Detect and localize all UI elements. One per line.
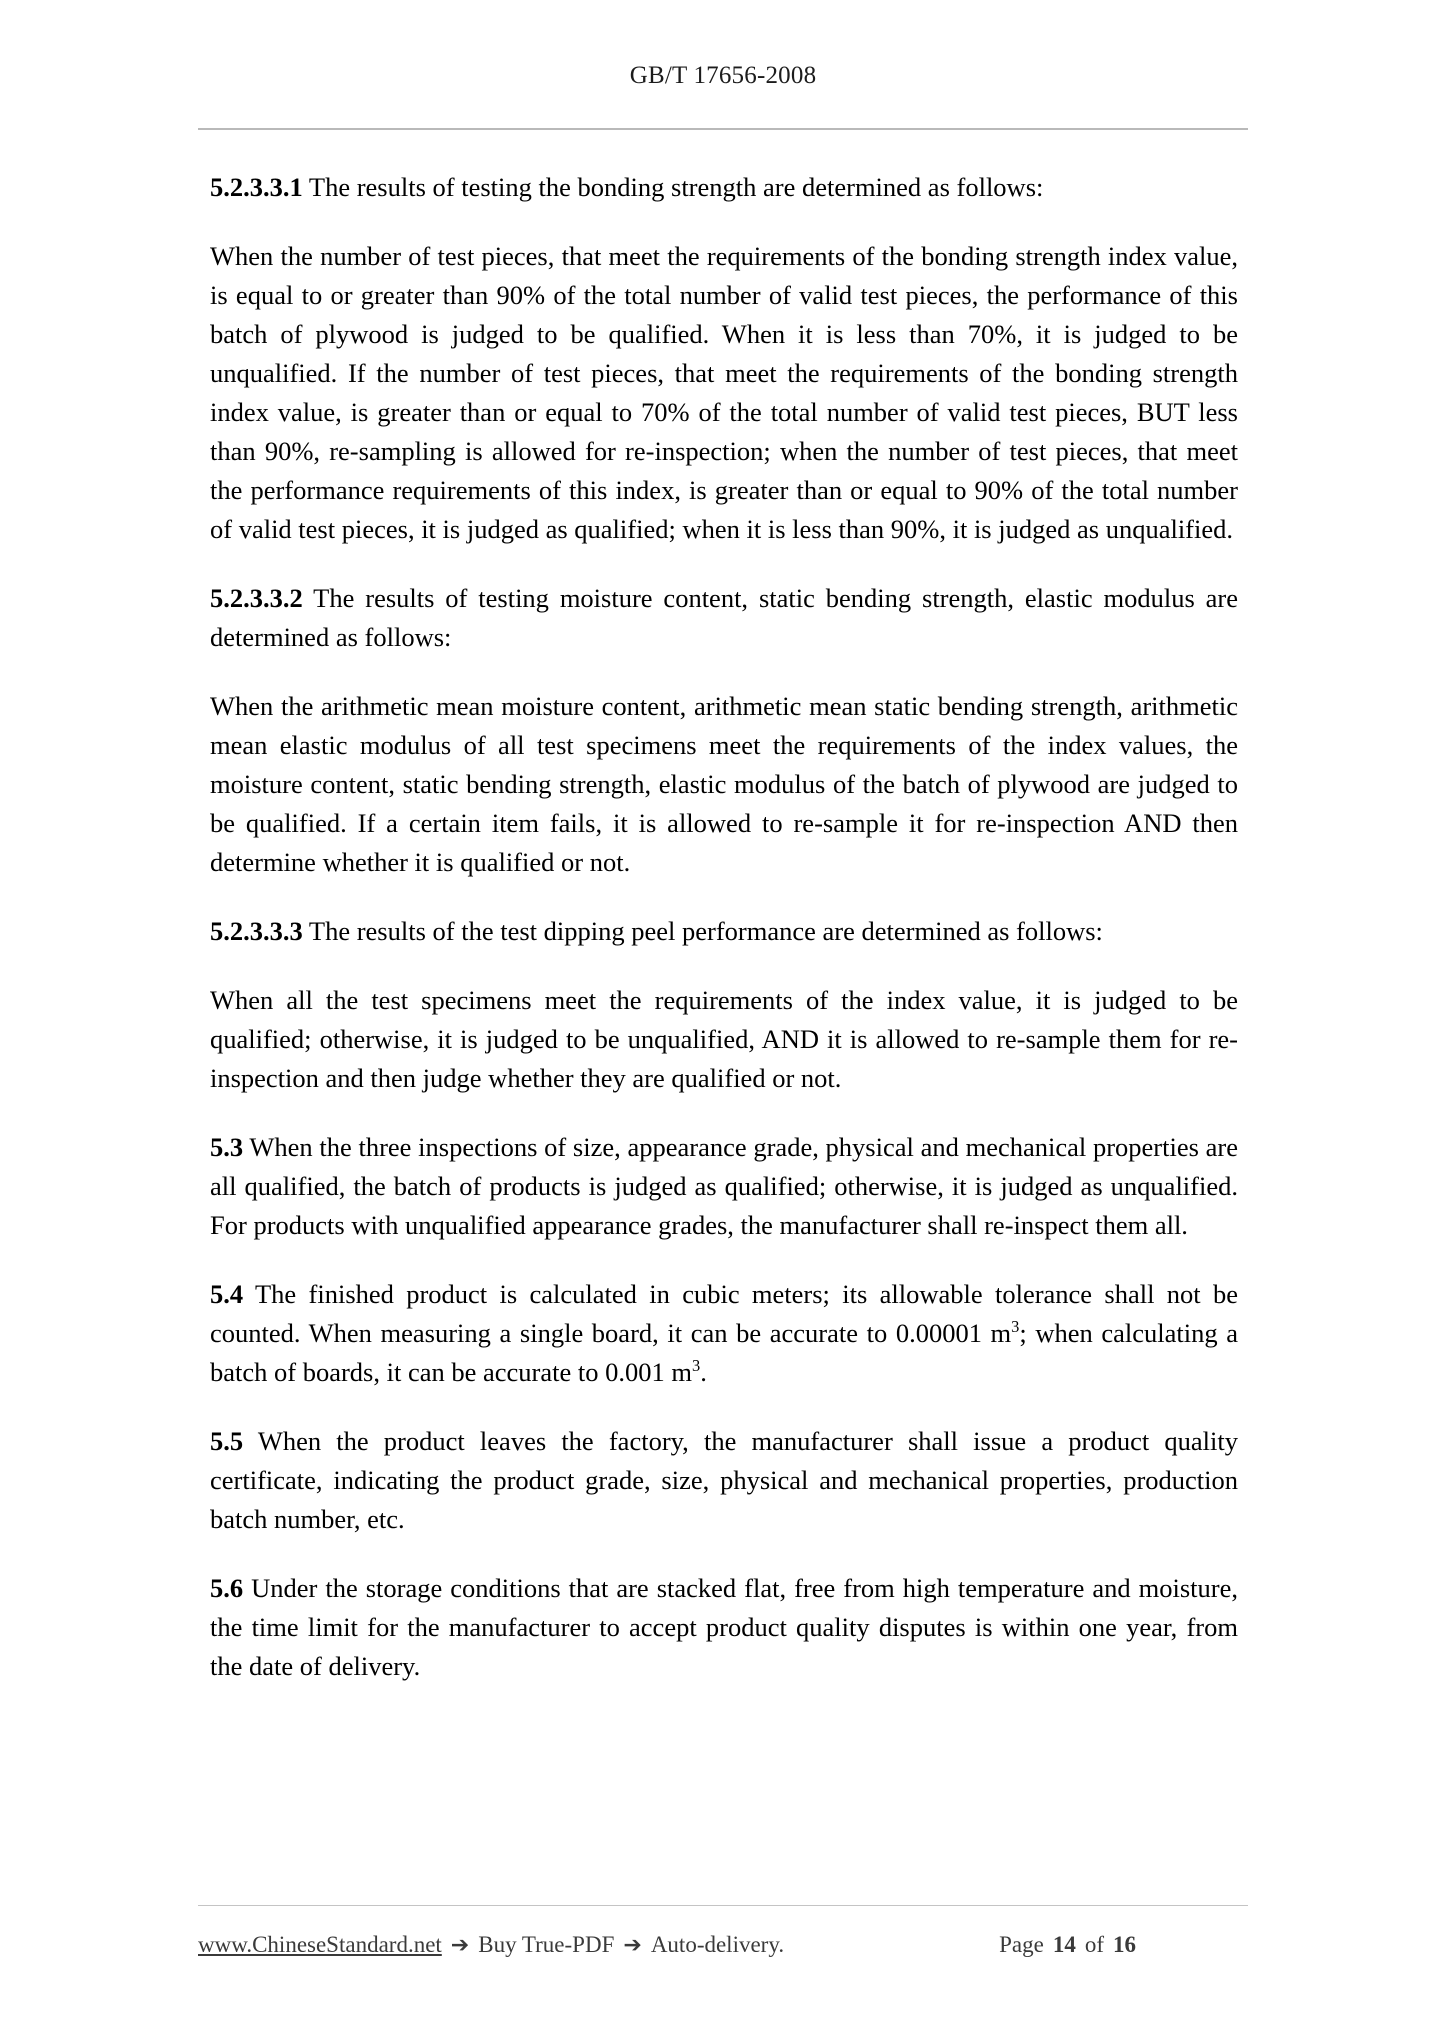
clause-number: 5.3 <box>210 1132 244 1162</box>
page-label: Page <box>999 1932 1044 1957</box>
clause-text: The results of the test dipping peel performance are determined as follows: <box>302 916 1103 946</box>
arrow-right-icon: ➔ <box>623 1932 642 1957</box>
current-page-number: 14 <box>1052 1932 1076 1957</box>
clause-text: When the number of test pieces, that meet the requirements of the bonding strength index value, is equal to or greater than 90% of the total number of valid test pieces, the performance of this batch of plywood is judged to be qualified. When it is less than 70%, it is judged to be unqualified. If the number of test pieces, that meet the requirements of the bonding strength index value, is greater than or equal to 70% of the total number of valid test pieces, BUT less than 90%, re-sampling is allowed for re-inspection; when the number of test pieces, that meet the performance requirements of this index, is greater than or equal to 90% of the total number of valid test pieces, it is judged as qualified; when it is less than 90%, it is judged as unqualified. <box>210 241 1238 544</box>
page-footer <box>198 1925 1248 1965</box>
of-label: of <box>1084 1932 1104 1957</box>
clause-number: 5.2.3.3.3 <box>210 916 303 946</box>
auto-delivery-label: Auto-delivery. <box>650 1932 785 1957</box>
clause-number: 5.2.3.3.1 <box>210 172 303 202</box>
standard-code: GB/T 17656-2008 <box>629 62 817 89</box>
chinesestandard-link[interactable]: www.ChineseStandard.net <box>198 1932 442 1957</box>
header-divider <box>198 128 1248 130</box>
clause-text-part-1: The finished product is calculated in cubic meters; its allowable tolerance shall not be counted. When measuring a single board, it can be accurate to 0.00001 m <box>210 1279 1238 1348</box>
clause-5-2-3-3-2-body <box>210 687 1238 882</box>
clause-5-5 <box>210 1422 1238 1539</box>
clause-5-2-3-3-2-heading <box>210 579 1238 657</box>
arrow-right-icon: ➔ <box>450 1932 470 1957</box>
clause-number: 5.4 <box>210 1279 244 1309</box>
clause-5-2-3-3-3-body <box>210 981 1238 1098</box>
clause-5-2-3-3-1-body <box>210 237 1238 549</box>
total-page-number: 16 <box>1113 1932 1136 1957</box>
clause-5-2-3-3-3-heading <box>210 912 1238 951</box>
clause-5-3 <box>210 1128 1238 1245</box>
clause-number: 5.6 <box>210 1573 244 1603</box>
document-body <box>210 168 1238 1686</box>
clause-text: The results of testing moisture content, static bending strength, elastic modulus are determined as follows: <box>210 583 1238 652</box>
clause-number: 5.2.3.3.2 <box>210 583 303 613</box>
clause-text: When all the test specimens meet the requirements of the index value, it is judged to be qualified; otherwise, it is judged to be unqualified, AND it is allowed to re-sample them for re-inspection and then judge whether they are qualified or not. <box>210 985 1238 1093</box>
clause-text-part-3: . <box>700 1357 707 1387</box>
clause-text: When the arithmetic mean moisture content, arithmetic mean static bending strength, arithmetic mean elastic modulus of all test specimens meet the requirements of the index values, the moisture content, static bending strength, elastic modulus of the batch of plywood are judged to be qualified. If a certain item fails, it is allowed to re-sample it for re-inspection AND then determine whether it is qualified or not. <box>210 691 1238 877</box>
footer-divider <box>198 1905 1248 1906</box>
clause-text: Under the storage conditions that are stacked flat, free from high temperature and moisture, the time limit for the manufacturer to accept product quality disputes is within one year, from the date of delivery. <box>210 1573 1238 1681</box>
page-header <box>198 62 1248 90</box>
cubic-exponent: 3 <box>691 1356 701 1376</box>
clause-5-2-3-3-1-heading <box>210 168 1238 207</box>
clause-text: The results of testing the bonding strength are determined as follows: <box>302 172 1044 202</box>
clause-number: 5.5 <box>210 1426 244 1456</box>
buy-true-pdf-label: Buy True-PDF <box>478 1932 615 1957</box>
page-indicator <box>999 1932 1248 1958</box>
clause-5-6 <box>210 1569 1238 1686</box>
footer-promo <box>198 1932 784 1958</box>
clause-text: When the three inspections of size, appearance grade, physical and mechanical properties are all qualified, the batch of products is judged as qualified; otherwise, it is judged as unqualified. For products with unqualified appearance grades, the manufacturer shall re-inspect them all. <box>210 1132 1238 1240</box>
cubic-exponent: 3 <box>1011 1317 1020 1337</box>
clause-5-4 <box>210 1275 1238 1392</box>
clause-text-part-2: ; when calculating a batch of boards, it can be accurate to 0.001 m <box>210 1318 1238 1387</box>
clause-text: When the product leaves the factory, the manufacturer shall issue a product quality certificate, indicating the product grade, size, physical and mechanical properties, production batch number, etc. <box>210 1426 1238 1534</box>
